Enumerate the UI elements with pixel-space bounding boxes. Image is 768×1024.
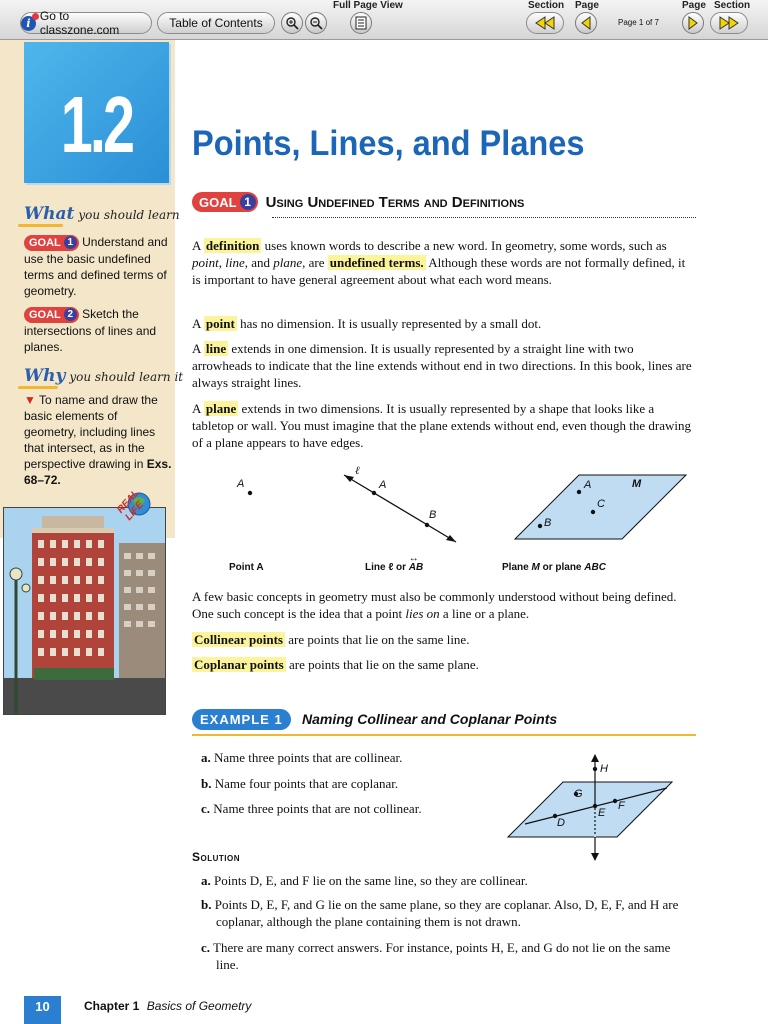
- line-point-a: [372, 491, 376, 495]
- real-life-badge: [115, 480, 165, 524]
- goal1-badge: GOAL 1: [24, 235, 79, 251]
- fig-point-f: [613, 799, 617, 803]
- point-a-label: A: [237, 478, 245, 490]
- plane-c-label: C: [597, 498, 605, 510]
- caption-plane: Plane M or plane ABC: [502, 562, 606, 573]
- vertical-arrow-bottom: [591, 853, 599, 861]
- what-rest: you should learn: [78, 208, 180, 222]
- full-page-view-icon[interactable]: [350, 12, 372, 34]
- goal1-item: [24, 234, 172, 299]
- viewer-toolbar: [0, 0, 768, 40]
- page-forward-label: Page: [682, 0, 706, 11]
- footer-chapter-title: Basics of Geometry: [146, 999, 252, 1013]
- line-arrow-end: [446, 535, 456, 542]
- plane-a-label: A: [584, 479, 592, 491]
- section-number: 1.2: [60, 79, 133, 169]
- example1-rule: [192, 734, 696, 736]
- plane-term: plane: [205, 401, 237, 416]
- chevron-left-icon: [580, 16, 592, 30]
- example-plane: [508, 782, 672, 837]
- classzone-button[interactable]: [20, 9, 152, 37]
- section-back-label: Section: [528, 0, 565, 11]
- why-exercise-ref[interactable]: Exs. 68–72.: [24, 457, 172, 487]
- previous-page-button[interactable]: [575, 12, 597, 34]
- concepts-paragraph: A few basic concepts in geometry must also be commonly understood without being defined. One such concept is the idea that a point lies on a line or a plane.: [192, 589, 677, 621]
- line-overarrow-icon: ↔: [408, 553, 419, 564]
- double-chevron-left-icon: [534, 16, 556, 30]
- next-page-button[interactable]: [682, 12, 704, 34]
- toc-label: Table of Contents: [169, 16, 263, 30]
- fig-label-e: E: [598, 807, 606, 819]
- why-underline: [18, 386, 58, 389]
- figures-row: [192, 465, 692, 555]
- question-c: c. Name three points that are not collinear.: [201, 801, 422, 816]
- previous-section-button[interactable]: [526, 12, 564, 34]
- solution-heading: Solution: [192, 850, 240, 864]
- goal1-heading: [192, 192, 524, 212]
- point-a-dot: [248, 491, 252, 495]
- line-b-label: B: [429, 509, 437, 521]
- building-photo: [3, 507, 166, 715]
- info-icon: i: [21, 16, 36, 31]
- fig-label-h: H: [600, 763, 608, 775]
- line-arrow-start: [344, 475, 354, 482]
- goal2-badge: GOAL 2: [24, 307, 79, 323]
- fig-point-h: [593, 767, 597, 771]
- what-heading: [24, 204, 180, 224]
- caption-point: Point A: [229, 562, 264, 573]
- example-figure: [505, 752, 680, 864]
- section-number-box: [24, 42, 169, 183]
- line-point-b: [425, 523, 429, 527]
- goal2-text: Sketch the intersections of lines and planes.: [24, 307, 157, 354]
- page-number: 10: [24, 996, 61, 1024]
- example1-badge: EXAMPLE 1: [192, 709, 291, 730]
- full-page-view-label: Full Page View: [333, 0, 403, 11]
- solution-b: b. Points D, E, F, and G lie on the same plane, so they are coplanar. Also, D, E, F, and H are coplanar, although the plane containing them is not drawn.: [201, 897, 679, 929]
- chevron-right-icon: [687, 16, 699, 30]
- what-word: What: [24, 204, 75, 224]
- collinear-paragraph: Collinear points are points that lie on the same line.: [194, 632, 470, 647]
- goal-heading-rule: [272, 217, 696, 218]
- solution-a: a. Points D, E, and F lie on the same line, so they are collinear.: [201, 873, 528, 888]
- section-forward-label: Section: [714, 0, 751, 11]
- why-rest: you should learn it: [69, 370, 184, 384]
- why-heading: [24, 366, 183, 386]
- plane-b-label: B: [544, 517, 552, 529]
- vertical-arrow-top: [591, 754, 599, 762]
- collinear-term: Collinear points: [194, 632, 283, 647]
- fig-label-d: D: [557, 817, 565, 829]
- plane-point-b: [538, 524, 542, 528]
- line-a-label: A: [379, 479, 387, 491]
- plane-point-c: [591, 510, 595, 514]
- page-back-label: Page: [575, 0, 599, 11]
- why-text: To name and draw the basic elements of geometry, including lines that intersect, as in the perspective drawing in: [24, 393, 158, 471]
- fig-label-f: F: [618, 800, 625, 812]
- fig-point-e: [593, 804, 597, 808]
- real-life-text: REAL LIFE: [115, 488, 146, 523]
- point-term: point: [205, 316, 235, 331]
- page-title: Points, Lines, and Planes: [192, 124, 585, 163]
- line-term: line: [205, 341, 227, 356]
- point-paragraph: A point has no dimension. It is usually represented by a small dot.: [192, 316, 542, 331]
- line-l-label: ℓ: [355, 465, 360, 477]
- next-section-button[interactable]: [710, 12, 748, 34]
- definition-term: definition: [205, 238, 260, 253]
- zoom-in-icon[interactable]: [281, 12, 303, 34]
- line-l: [344, 475, 456, 542]
- goal-heading-title: Using Undefined Terms and Definitions: [265, 193, 525, 211]
- solution-c: c. There are many correct answers. For instance, points H, E, and G do not lie on the same line.: [201, 940, 671, 972]
- what-underline: [18, 224, 63, 227]
- line-paragraph: A line extends in one dimension. It is usually represented by a straight line with two arrowheads to indicate that the line extends without end in two directions. In this book, lines are always straight lines.: [192, 341, 692, 390]
- zoom-out-icon[interactable]: [305, 12, 327, 34]
- coplanar-term: Coplanar points: [194, 657, 284, 672]
- question-b: b. Name four points that are coplanar.: [201, 776, 399, 791]
- question-a: a. Name three points that are collinear.: [201, 750, 403, 765]
- plane-point-a: [577, 490, 581, 494]
- example1-title: Naming Collinear and Coplanar Points: [302, 711, 558, 727]
- goal1-text: Understand and use the basic undefined terms and defined terms of geometry.: [24, 235, 168, 298]
- fig-label-g: G: [574, 788, 583, 800]
- definition-paragraph: A definition uses known words to describe a new word. In geometry, some words, such as point, line, and plane, are undefined terms. Although these words are not formally defined, it is important to have general agreement about what each word means.: [192, 238, 686, 287]
- plane-paragraph: A plane extends in two dimensions. It is usually represented by a shape that looks like a tabletop or wall. You must imagine that the plane extends without end, even though the drawing of a plane appears to have edges.: [192, 401, 691, 450]
- undefined-terms-term: undefined terms.: [329, 255, 424, 270]
- goal2-item: [24, 306, 172, 355]
- page-indicator: Page 1 of 7: [618, 18, 659, 27]
- classzone-label: Go to classzone.com: [39, 9, 120, 37]
- goal-heading-badge: GOAL 1: [192, 192, 258, 212]
- plane-m-label: M: [632, 478, 642, 490]
- table-of-contents-button[interactable]: [157, 12, 275, 34]
- why-word: Why: [24, 366, 66, 386]
- coplanar-paragraph: Coplanar points are points that lie on the same plane.: [194, 657, 479, 672]
- double-chevron-right-icon: [718, 16, 740, 30]
- caption-line: Line ℓ or AB ↔: [365, 553, 424, 573]
- triangle-down-icon: ▼: [24, 393, 36, 407]
- footer-chapter: Chapter 1 Basics of Geometry: [84, 999, 252, 1013]
